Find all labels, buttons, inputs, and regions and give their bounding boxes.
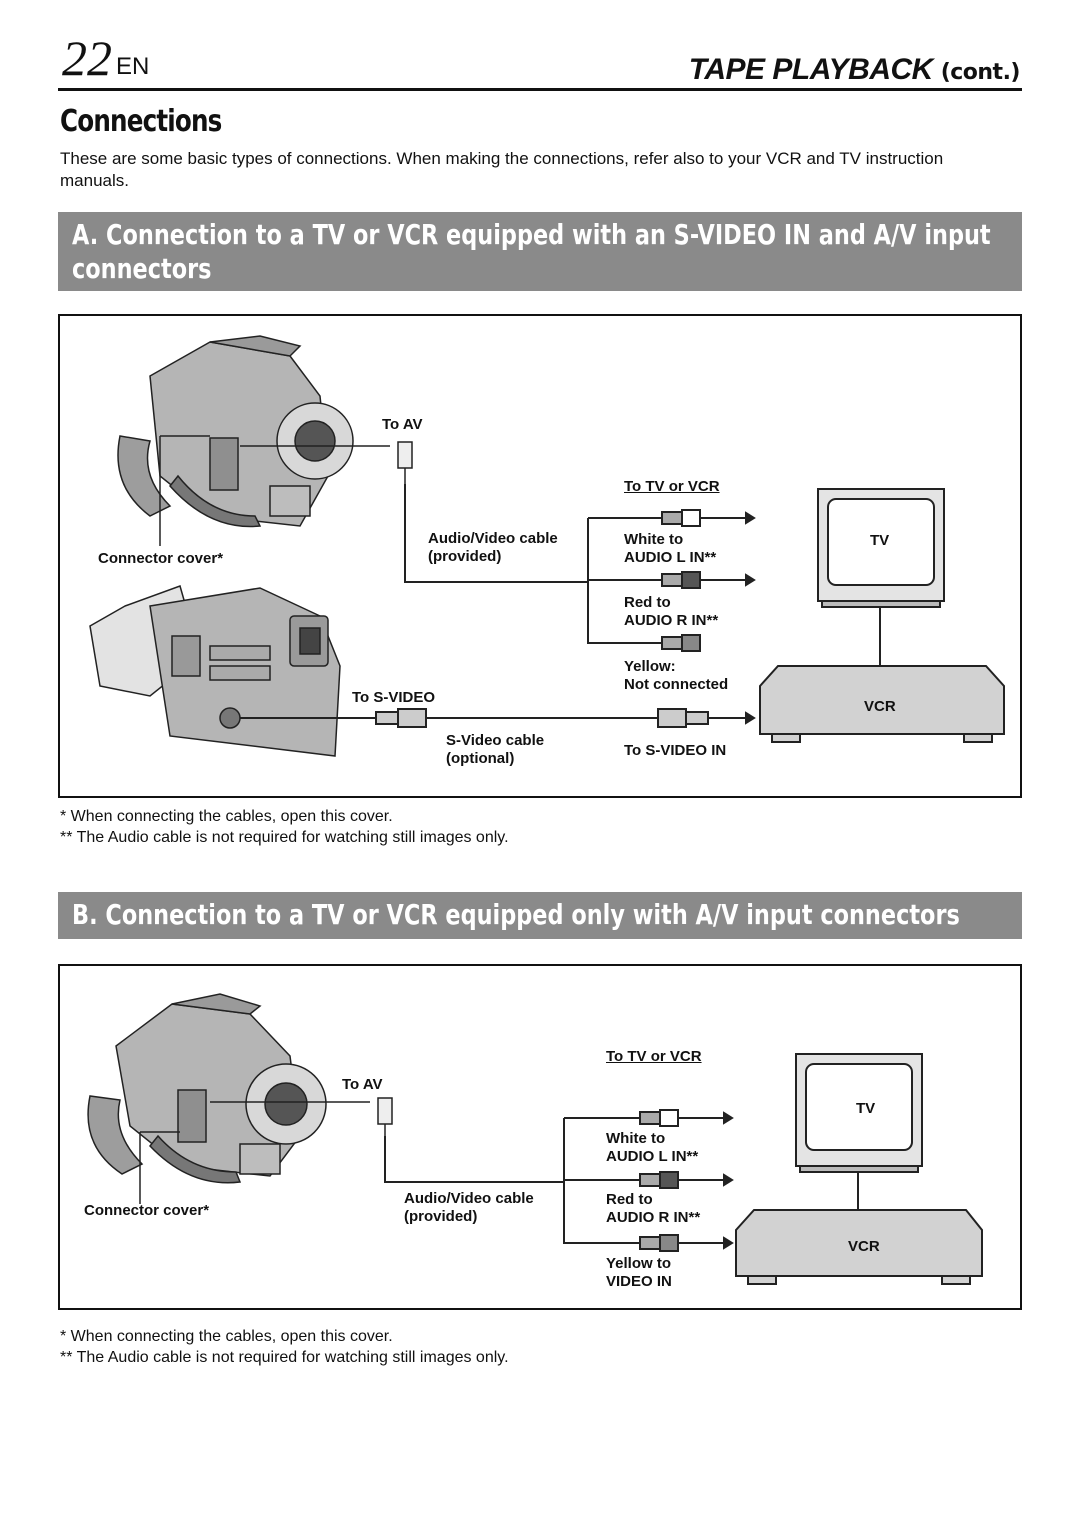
part-a-diagram — [58, 314, 1022, 798]
part-b-diagram — [58, 964, 1022, 1310]
audio-l-label: AUDIO L IN** — [606, 1148, 699, 1165]
to-svideo-label: To S-VIDEO — [352, 689, 436, 706]
connector-cover-label: Connector cover* — [98, 550, 224, 567]
part-b-heading-banner — [58, 892, 1022, 939]
white-label: White to — [606, 1130, 666, 1147]
av-cable-line — [385, 1136, 564, 1182]
svideo-cable-label: S-Video cable — [446, 732, 545, 749]
rca-yellow-branch — [588, 635, 700, 651]
not-connected-label: Not connected — [624, 676, 729, 693]
part-a-note-1: * When connecting the cables, open this cover. — [60, 808, 393, 825]
tv-label: TV — [870, 532, 890, 549]
vcr-label: VCR — [864, 698, 896, 715]
part-a-note-2: ** The Audio cable is not required for watching still images only. — [60, 829, 509, 846]
to-tv-or-vcr-label: To TV or VCR — [624, 478, 720, 495]
video-in-label: VIDEO IN — [606, 1273, 672, 1290]
vcr-label: VCR — [848, 1238, 880, 1255]
red-label: Red to — [624, 594, 671, 611]
connector-cover-label: Connector cover* — [84, 1202, 210, 1219]
part-b-diagram-art — [60, 966, 1020, 1308]
rca-white-branch — [564, 1110, 732, 1126]
part-b-note-2: ** The Audio cable is not required for watching still images only. — [60, 1349, 509, 1366]
av-cable-provided-label: (provided) — [404, 1208, 478, 1225]
audio-r-label: AUDIO R IN** — [606, 1209, 701, 1226]
to-av-label: To AV — [382, 416, 423, 433]
rca-white-branch — [588, 510, 754, 526]
intro-paragraph: These are some basic types of connections. When making the connections, refer also to your VCR and TV instruction manuals. — [60, 149, 944, 190]
running-title — [689, 52, 1020, 91]
part-a-heading: A. Connection to a TV or VCR equipped with an S-VIDEO IN and A/V input connectors — [72, 218, 991, 285]
section-title: Connections — [60, 104, 222, 139]
page-language: EN — [116, 53, 150, 80]
camcorder-lcd-illustration — [90, 586, 340, 756]
part-a-heading-banner — [58, 212, 1022, 291]
to-av-label: To AV — [342, 1076, 383, 1093]
yellow-label: Yellow: — [624, 658, 676, 675]
running-title-text: TAPE PLAYBACK — [688, 53, 933, 86]
rca-red-branch — [564, 1172, 732, 1188]
camcorder-illustration — [118, 336, 353, 527]
header-rule — [58, 88, 1022, 91]
red-label: Red to — [606, 1191, 653, 1208]
audio-r-label: AUDIO R IN** — [624, 612, 719, 629]
to-svideo-in-label: To S-VIDEO IN — [624, 742, 727, 759]
part-b-heading: B. Connection to a TV or VCR equipped only with A/V input connectors — [72, 898, 960, 931]
tv-label: TV — [856, 1100, 876, 1117]
av-cable-label: Audio/Video cable — [404, 1190, 534, 1207]
page-number: 22 — [62, 30, 112, 86]
part-b-note-1: * When connecting the cables, open this cover. — [60, 1328, 393, 1345]
to-tv-or-vcr-label: To TV or VCR — [606, 1048, 702, 1065]
audio-l-label: AUDIO L IN** — [624, 549, 717, 566]
av-cable-provided-label: (provided) — [428, 548, 502, 565]
camcorder-illustration — [88, 994, 326, 1183]
svideo-optional-label: (optional) — [446, 750, 515, 767]
rca-red-branch — [588, 572, 754, 588]
rca-yellow-branch — [564, 1235, 732, 1251]
running-title-suffix: (cont.) — [940, 60, 1020, 85]
av-cable-label: Audio/Video cable — [428, 530, 558, 547]
white-label: White to — [624, 531, 684, 548]
yellow-label: Yellow to — [606, 1255, 672, 1272]
